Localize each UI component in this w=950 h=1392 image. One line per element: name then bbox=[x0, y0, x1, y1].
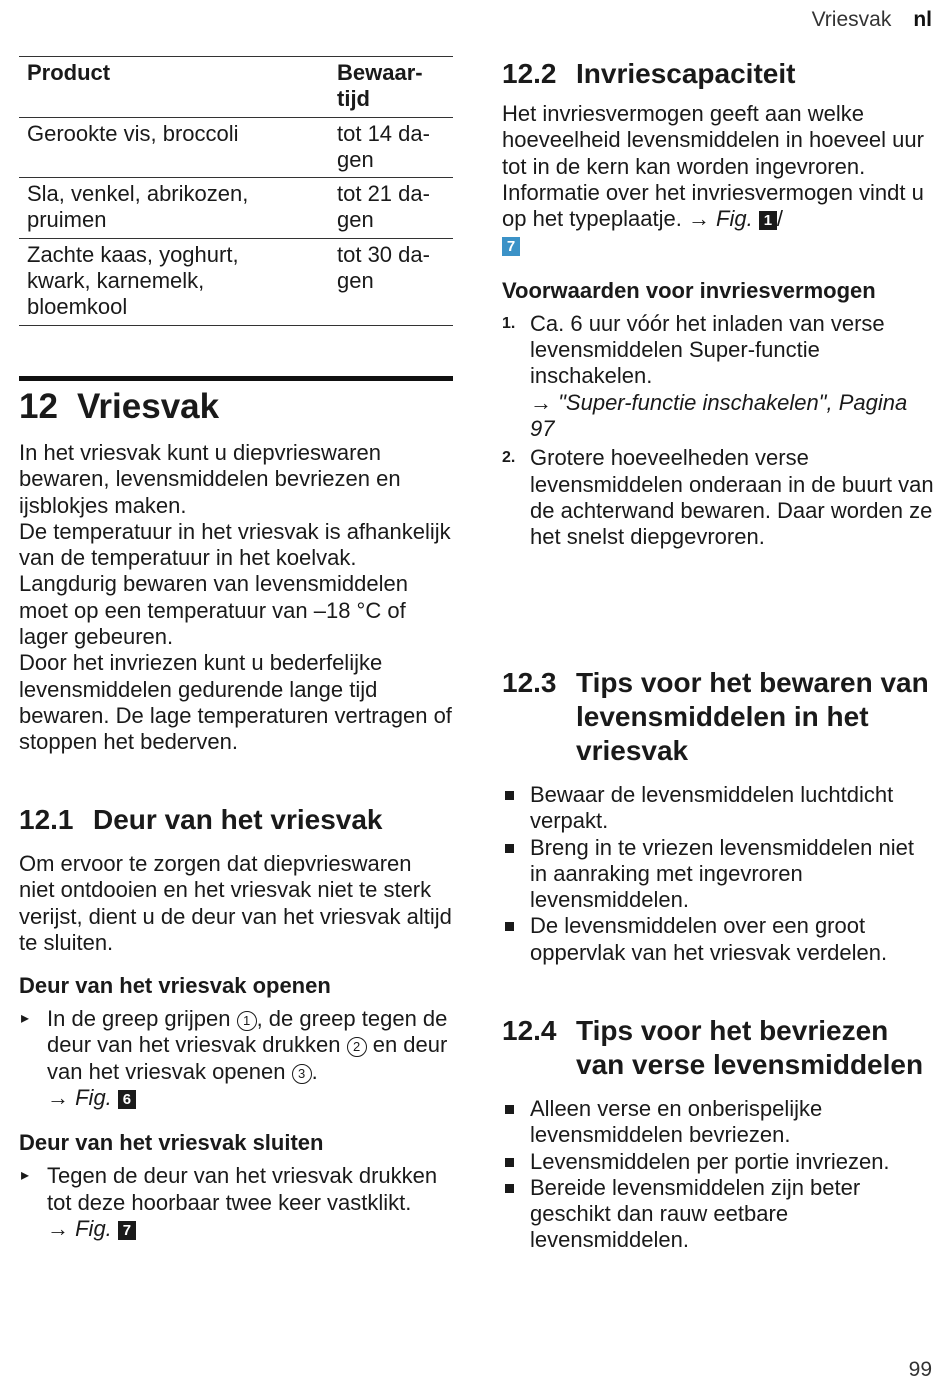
step-text: In de greep grijpen bbox=[47, 1006, 237, 1032]
section-title: Tips voor het bewaren van levensmiddelen in het vriesvak bbox=[576, 667, 929, 766]
open-door-heading: Deur van het vriesvak openen bbox=[19, 973, 331, 999]
intro-paragraph: De temperatuur in het vriesvak is afhankelijk van de temperatuur in het koelvak. bbox=[19, 518, 451, 571]
chapter-number: 12 bbox=[19, 387, 58, 426]
step-text: Tegen de deur van het vriesvak drukken tot deze hoorbaar twee keer vastklikt. bbox=[47, 1163, 438, 1215]
section-number: 12.3 bbox=[502, 667, 557, 698]
section-12-4-heading bbox=[502, 1014, 934, 1082]
section-12-3 bbox=[502, 666, 934, 966]
section-12-2 bbox=[502, 57, 934, 553]
callout-1: 1 bbox=[237, 1011, 257, 1031]
conditions-steps bbox=[502, 311, 934, 551]
storage-time-cell: tot 30 da- gen bbox=[337, 241, 430, 294]
step-text: . bbox=[311, 1058, 318, 1084]
callout-2: 2 bbox=[347, 1037, 367, 1057]
step-text: , de greep tegen de deur van het vriesvak drukken bbox=[47, 1006, 448, 1058]
step-number: 2. bbox=[502, 449, 516, 467]
storage-time-cell: tot 14 da- gen bbox=[337, 120, 430, 172]
table-header-row bbox=[19, 57, 453, 118]
section-12-3-heading bbox=[502, 666, 934, 768]
section-12-2-paragraph bbox=[502, 180, 934, 259]
list-item: Breng in te vriezen levensmiddelen niet in aanraking met ingevroren levensmiddelen. bbox=[502, 835, 934, 914]
section-title: Invriescapaciteit bbox=[576, 58, 796, 89]
section-title: Deur van het vriesvak bbox=[93, 804, 383, 835]
figure-number-badge: 7 bbox=[502, 237, 520, 256]
table-row bbox=[19, 178, 453, 239]
freezing-tips-list bbox=[502, 1096, 934, 1254]
section-title: Tips voor het bevriezen van verse levensmiddelen bbox=[576, 1015, 924, 1080]
list-item: Levensmiddelen per portie invriezen. bbox=[502, 1149, 934, 1175]
paragraph-text: Informatie over het invriesvermogen vindt u op het typeplaatje. bbox=[502, 179, 924, 232]
section-number: 12.1 bbox=[19, 804, 74, 835]
running-header bbox=[812, 8, 932, 32]
list-item bbox=[502, 311, 934, 442]
callout-3: 3 bbox=[292, 1064, 312, 1084]
section-12-2-heading bbox=[502, 57, 934, 91]
chapter-12-heading bbox=[19, 376, 453, 427]
section-12-2-paragraph: Het invriesvermogen geeft aan welke hoeveelheid levensmiddelen in hoeveel uur tot in de kern kan worden ingevroren. bbox=[502, 101, 924, 179]
list-item bbox=[19, 1163, 453, 1242]
step-text: Ca. 6 uur vóór het inladen van verse levensmiddelen Super-functie inschakelen. bbox=[530, 310, 885, 389]
step-number: 1. bbox=[502, 314, 516, 332]
page-reference-link[interactable]: → "Super-functie inschakelen", Pagina 97 bbox=[530, 389, 908, 441]
list-item: Bereide levensmiddelen zijn beter geschikt dan rauw eetbare levensmiddelen. bbox=[502, 1175, 934, 1254]
table-row bbox=[19, 117, 453, 178]
step-text: en deur van het vriesvak openen bbox=[47, 1032, 448, 1084]
intro-paragraph: Door het invriezen kunt u bederfelijke levensmiddelen gedurende lange tijd bewaren. De lage temperaturen vertragen of stoppen het bederven. bbox=[19, 650, 452, 755]
figure-number-badge: 7 bbox=[118, 1221, 136, 1240]
figure-reference[interactable]: → Fig. bbox=[47, 1085, 112, 1111]
close-door-heading: Deur van het vriesvak sluiten bbox=[19, 1130, 324, 1156]
section-12-1-body: Om ervoor te zorgen dat diepvrieswaren niet ontdooien en het vriesvak niet te sterk verijst, dient u de deur van het vriesvak altijd te sluiten. bbox=[19, 851, 452, 955]
section-12-1 bbox=[19, 803, 453, 1242]
product-cell: Gerookte vis, broccoli bbox=[27, 120, 239, 146]
section-number: 12.4 bbox=[502, 1015, 557, 1046]
figure-reference[interactable]: → Fig. bbox=[47, 1215, 112, 1241]
list-item: Bewaar de levensmiddelen luchtdicht verpakt. bbox=[502, 782, 934, 835]
list-item: Alleen verse en onberispelijke levensmiddelen bevriezen. bbox=[502, 1096, 934, 1149]
storage-time-table bbox=[19, 56, 453, 326]
section-12-1-heading bbox=[19, 803, 453, 837]
product-cell: Sla, venkel, abrikozen, pruimen bbox=[27, 181, 249, 233]
table-row bbox=[19, 238, 453, 325]
column-header-storage-time: Bewaar- tijd bbox=[337, 60, 423, 112]
section-number: 12.2 bbox=[502, 58, 557, 89]
page-number: 99 bbox=[908, 1358, 932, 1381]
figure-number-badge: 1 bbox=[759, 211, 777, 230]
figure-reference[interactable]: → Fig. bbox=[687, 206, 753, 232]
close-door-steps bbox=[19, 1163, 453, 1242]
storage-time-cell: tot 21 da- gen bbox=[337, 181, 430, 233]
product-cell: Zachte kaas, yoghurt, kwark, karnemelk, bloemkool bbox=[27, 241, 239, 320]
chapter-12-intro bbox=[19, 440, 453, 756]
list-item bbox=[19, 1006, 453, 1111]
header-section: Vriesvak bbox=[811, 8, 892, 31]
list-item: De levensmiddelen over een groot oppervlak van het vriesvak verdelen. bbox=[502, 913, 934, 966]
intro-paragraph: Langdurig bewaren van levensmiddelen moet op een temperatuur van –18 °C of lager gebeuren. bbox=[19, 571, 408, 650]
intro-paragraph: In het vriesvak kunt u diepvrieswaren bewaren, levensmiddelen bevriezen en ijsblokjes maken. bbox=[19, 440, 401, 518]
column-header-product: Product bbox=[27, 60, 111, 85]
step-text: Grotere hoeveelheden verse levensmiddelen onderaan in de buurt van de achterwand bewaren. Daar worden ze het snelst diepgevroren. bbox=[530, 445, 934, 550]
figure-number-badge: 6 bbox=[118, 1090, 136, 1109]
conditions-heading: Voorwaarden voor invriesvermogen bbox=[502, 277, 876, 303]
separator: / bbox=[776, 206, 783, 232]
header-language: nl bbox=[913, 8, 932, 31]
storage-tips-list bbox=[502, 782, 934, 966]
open-door-steps bbox=[19, 1006, 453, 1111]
chapter-title: Vriesvak bbox=[77, 387, 220, 426]
list-item bbox=[502, 445, 934, 550]
section-12-4 bbox=[502, 1014, 934, 1254]
